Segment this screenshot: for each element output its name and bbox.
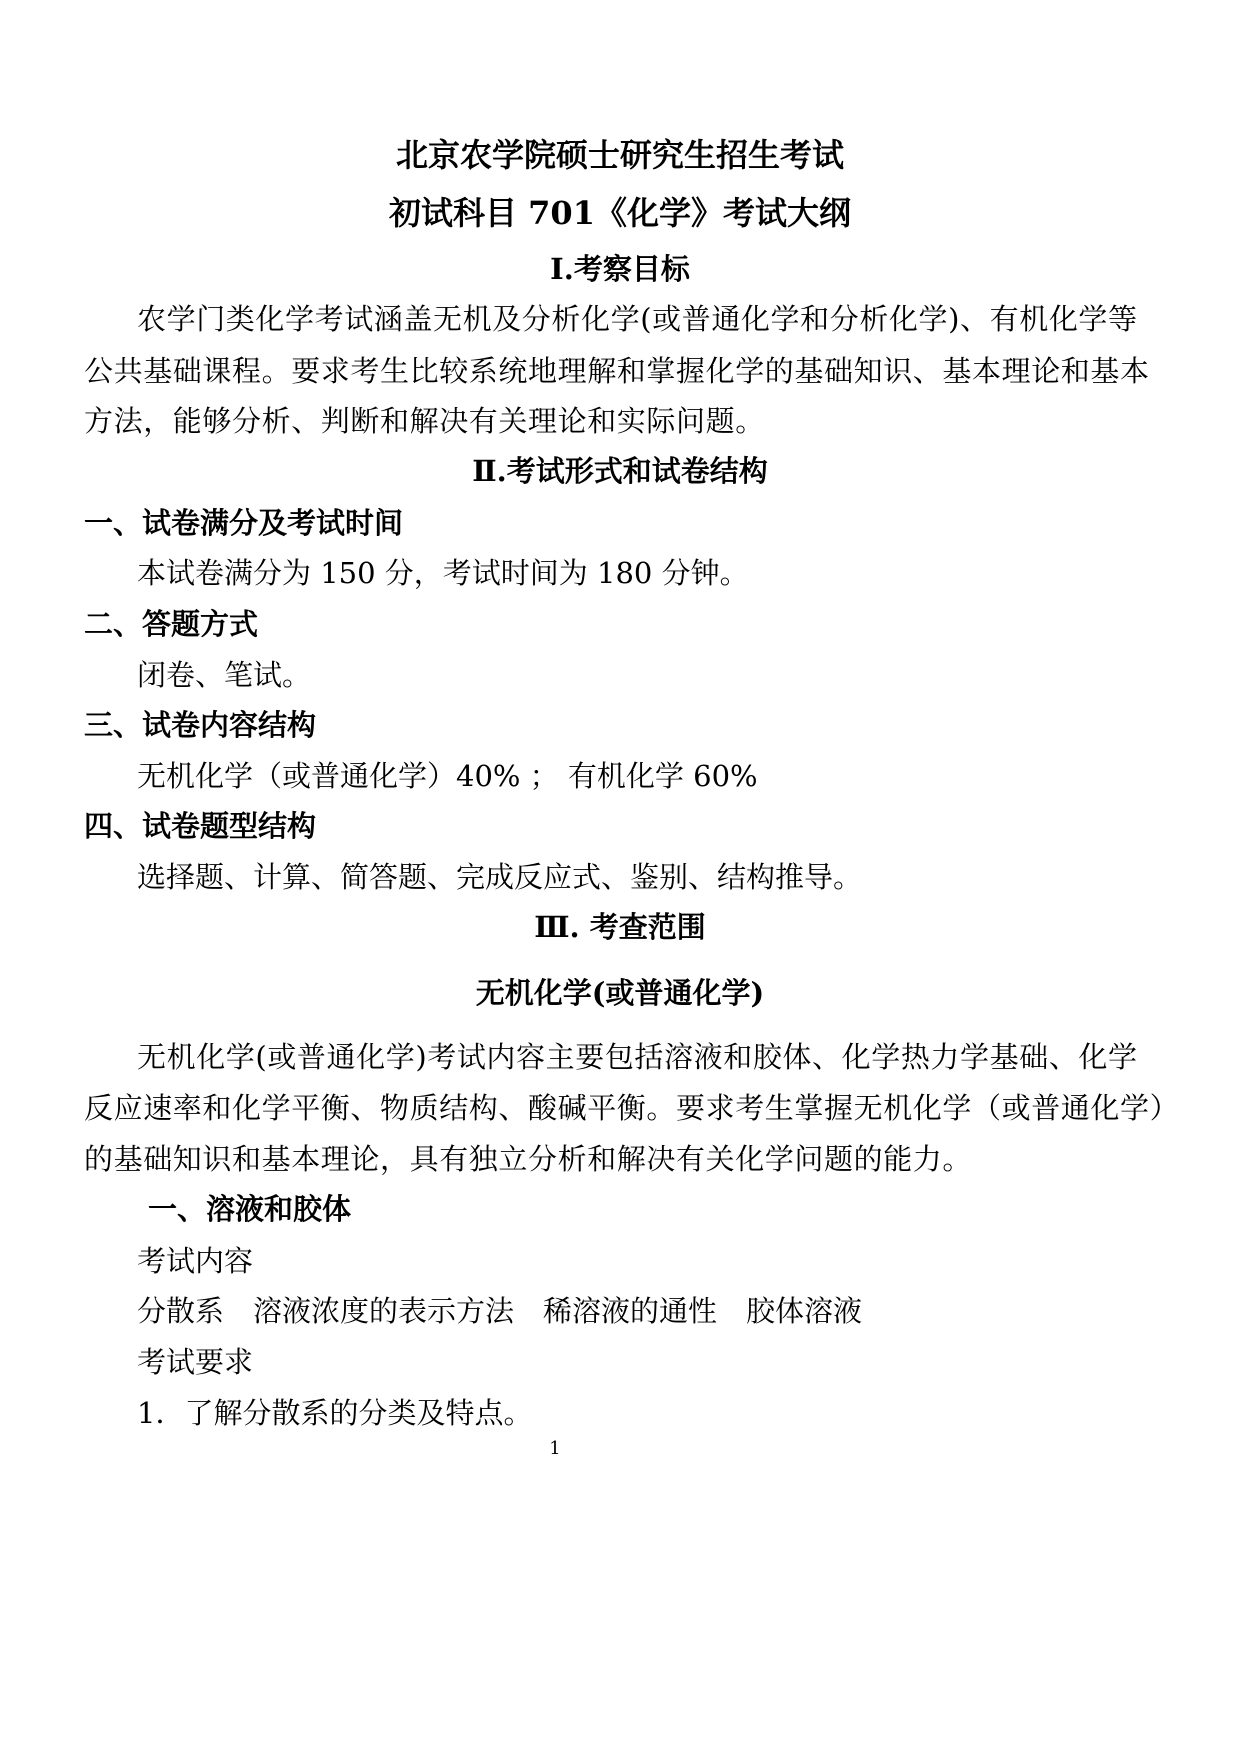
- page-number: 1: [549, 1438, 561, 1459]
- document-title: 北京农学院硕士研究生招生考试: [395, 136, 844, 174]
- topic-heading: 一、溶液和胶体: [148, 1192, 352, 1226]
- section-heading-scope: Ⅲ. 考查范围: [534, 910, 706, 944]
- paragraph-line: 公共基础课程。要求考生比较系统地理解和掌握化学的基础知识、基本理论和基本: [84, 354, 1150, 388]
- exam-requirement-item: 1．了解分散系的分类及特点。: [137, 1396, 533, 1430]
- paragraph-line: 无机化学(或普通化学)考试内容主要包括溶液和胶体、化学热力学基础、化学: [137, 1040, 1138, 1074]
- exam-content-label: 考试内容: [137, 1244, 254, 1278]
- section-heading-exam-format: Ⅱ.考试形式和试卷结构: [472, 454, 768, 488]
- section-subheading: 无机化学(或普通化学): [475, 976, 765, 1010]
- exam-requirements-label: 考试要求: [137, 1345, 254, 1379]
- paragraph-line: 的基础知识和基本理论，具有独立分析和解决有关化学问题的能力。: [84, 1142, 973, 1176]
- subsection-content: 闭卷、笔试。: [137, 658, 312, 692]
- subsection-heading: 三、试卷内容结构: [84, 708, 317, 742]
- paragraph-line: 农学门类化学考试涵盖无机及分析化学(或普通化学和分析化学)、有机化学等: [137, 302, 1138, 336]
- subsection-content: 无机化学（或普通化学）40% ； 有机化学 60%: [137, 759, 758, 793]
- subsection-heading: 二、答题方式: [84, 607, 259, 641]
- paragraph-line: 反应速率和化学平衡、物质结构、酸碱平衡。要求考生掌握无机化学（或普通化学）: [84, 1091, 1180, 1125]
- subsection-heading: 四、试卷题型结构: [84, 809, 317, 843]
- paragraph-line: 方法，能够分析、判断和解决有关理论和实际问题。: [84, 404, 765, 438]
- subsection-content: 选择题、计算、简答题、完成反应式、鉴别、结构推导。: [137, 860, 863, 894]
- document-subtitle: 初试科目 701《化学》考试大纲: [389, 194, 851, 232]
- exam-content-items: 分散系 溶液浓度的表示方法 稀溶液的通性 胶体溶液: [137, 1294, 863, 1328]
- subsection-content: 本试卷满分为 150 分，考试时间为 180 分钟。: [137, 556, 749, 590]
- subsection-heading: 一、试卷满分及考试时间: [84, 506, 404, 540]
- section-heading-objectives: Ⅰ.考察目标: [550, 252, 690, 286]
